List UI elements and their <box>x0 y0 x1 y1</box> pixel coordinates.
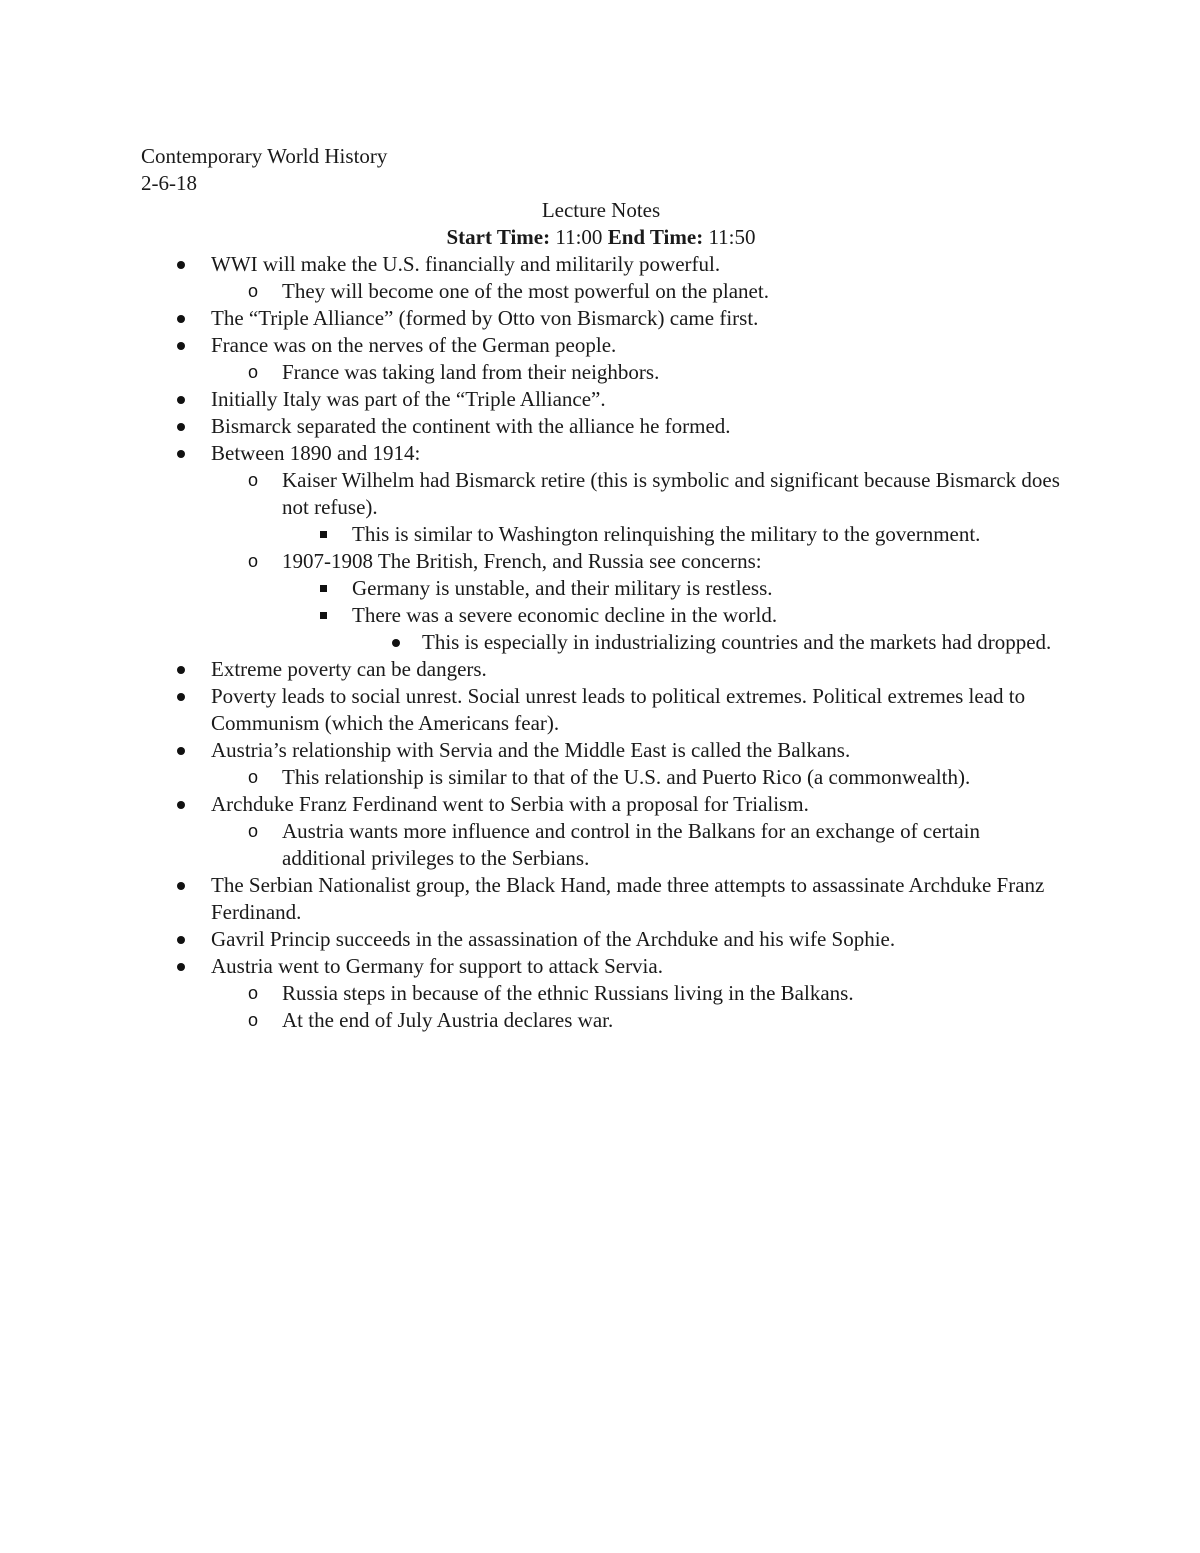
list-item: Austria went to Germany for support to attack Servia. <box>141 953 1061 980</box>
bullet-circle-icon: o <box>247 767 258 787</box>
bullet-dot-icon <box>171 656 191 683</box>
bullet-dot-icon <box>171 305 191 332</box>
bullet-dot-icon <box>171 386 191 413</box>
list-item: Bismarck separated the continent with the alliance he formed. <box>141 413 1061 440</box>
bullet-dot-icon <box>386 629 406 656</box>
bullet-dot-icon <box>171 332 191 359</box>
list-item: This is especially in industrializing countries and the markets had dropped. <box>141 629 1061 656</box>
bullet-circle-icon: o <box>247 470 258 490</box>
bullet-dot-icon <box>171 737 191 764</box>
list-item: Extreme poverty can be dangers. <box>141 656 1061 683</box>
bullet-dot-icon <box>171 440 191 467</box>
start-time-label: Start Time: <box>446 225 551 249</box>
bullet-square-icon <box>313 602 333 629</box>
bullet-circle-icon: o <box>247 821 258 841</box>
end-time-label: End Time: <box>607 225 704 249</box>
bullet-dot-icon <box>171 791 191 818</box>
lecture-title: Lecture Notes <box>541 198 661 222</box>
list-item: The “Triple Alliance” (formed by Otto von Bismarck) came first. <box>141 305 1061 332</box>
bullet-circle-icon: o <box>247 1010 258 1030</box>
list-item: Germany is unstable, and their military is restless. <box>141 575 1061 602</box>
list-item: o They will become one of the most powerful on the planet. <box>141 278 1061 305</box>
bullet-dot-icon <box>171 251 191 278</box>
lecture-date: 2-6-18 <box>141 171 197 195</box>
bullet-circle-icon: o <box>247 551 258 571</box>
bullet-dot-icon <box>171 926 191 953</box>
bullet-dot-icon <box>171 683 191 710</box>
list-item: The Serbian Nationalist group, the Black Hand, made three attempts to assassinate Archduke Franz Ferdinand. <box>141 872 1061 926</box>
list-item: o At the end of July Austria declares war. <box>141 1007 1061 1034</box>
bullet-square-icon <box>313 575 333 602</box>
bullet-dot-icon <box>171 953 191 980</box>
list-item: o Austria wants more influence and control in the Balkans for an exchange of certain additional privileges to the Serbians. <box>141 818 1061 872</box>
list-item: o 1907-1908 The British, French, and Russia see concerns: <box>141 548 1061 575</box>
list-item: Austria’s relationship with Servia and the Middle East is called the Balkans. <box>141 737 1061 764</box>
bullet-square-icon <box>313 521 333 548</box>
list-item: Between 1890 and 1914: <box>141 440 1061 467</box>
bullet-circle-icon: o <box>247 281 258 301</box>
list-item: o Kaiser Wilhelm had Bismarck retire (this is symbolic and significant because Bismarck does not refuse). <box>141 467 1061 521</box>
time-range <box>141 224 1061 251</box>
course-title: Contemporary World History <box>141 144 388 168</box>
bullet-circle-icon: o <box>247 983 258 1003</box>
bullet-dot-icon <box>171 413 191 440</box>
bullet-circle-icon: o <box>247 362 258 382</box>
list-item: Gavril Princip succeeds in the assassination of the Archduke and his wife Sophie. <box>141 926 1061 953</box>
notes-body <box>141 143 1061 1034</box>
list-item: Poverty leads to social unrest. Social unrest leads to political extremes. Political extremes lead to Communism (which the Americans fear). <box>141 683 1061 737</box>
notes-list <box>141 251 1061 1034</box>
list-item: There was a severe economic decline in the world. <box>141 602 1061 629</box>
list-item: o Russia steps in because of the ethnic Russians living in the Balkans. <box>141 980 1061 1007</box>
list-item: o France was taking land from their neighbors. <box>141 359 1061 386</box>
end-time-value: 11:50 <box>708 225 756 249</box>
bullet-dot-icon <box>171 872 191 899</box>
list-item: Initially Italy was part of the “Triple Alliance”. <box>141 386 1061 413</box>
list-item: This is similar to Washington relinquishing the military to the government. <box>141 521 1061 548</box>
list-item: WWI will make the U.S. financially and militarily powerful. <box>141 251 1061 278</box>
list-item: o This relationship is similar to that of the U.S. and Puerto Rico (a commonwealth). <box>141 764 1061 791</box>
list-item: Archduke Franz Ferdinand went to Serbia with a proposal for Trialism. <box>141 791 1061 818</box>
list-item: France was on the nerves of the German people. <box>141 332 1061 359</box>
start-time-value: 11:00 <box>555 225 603 249</box>
